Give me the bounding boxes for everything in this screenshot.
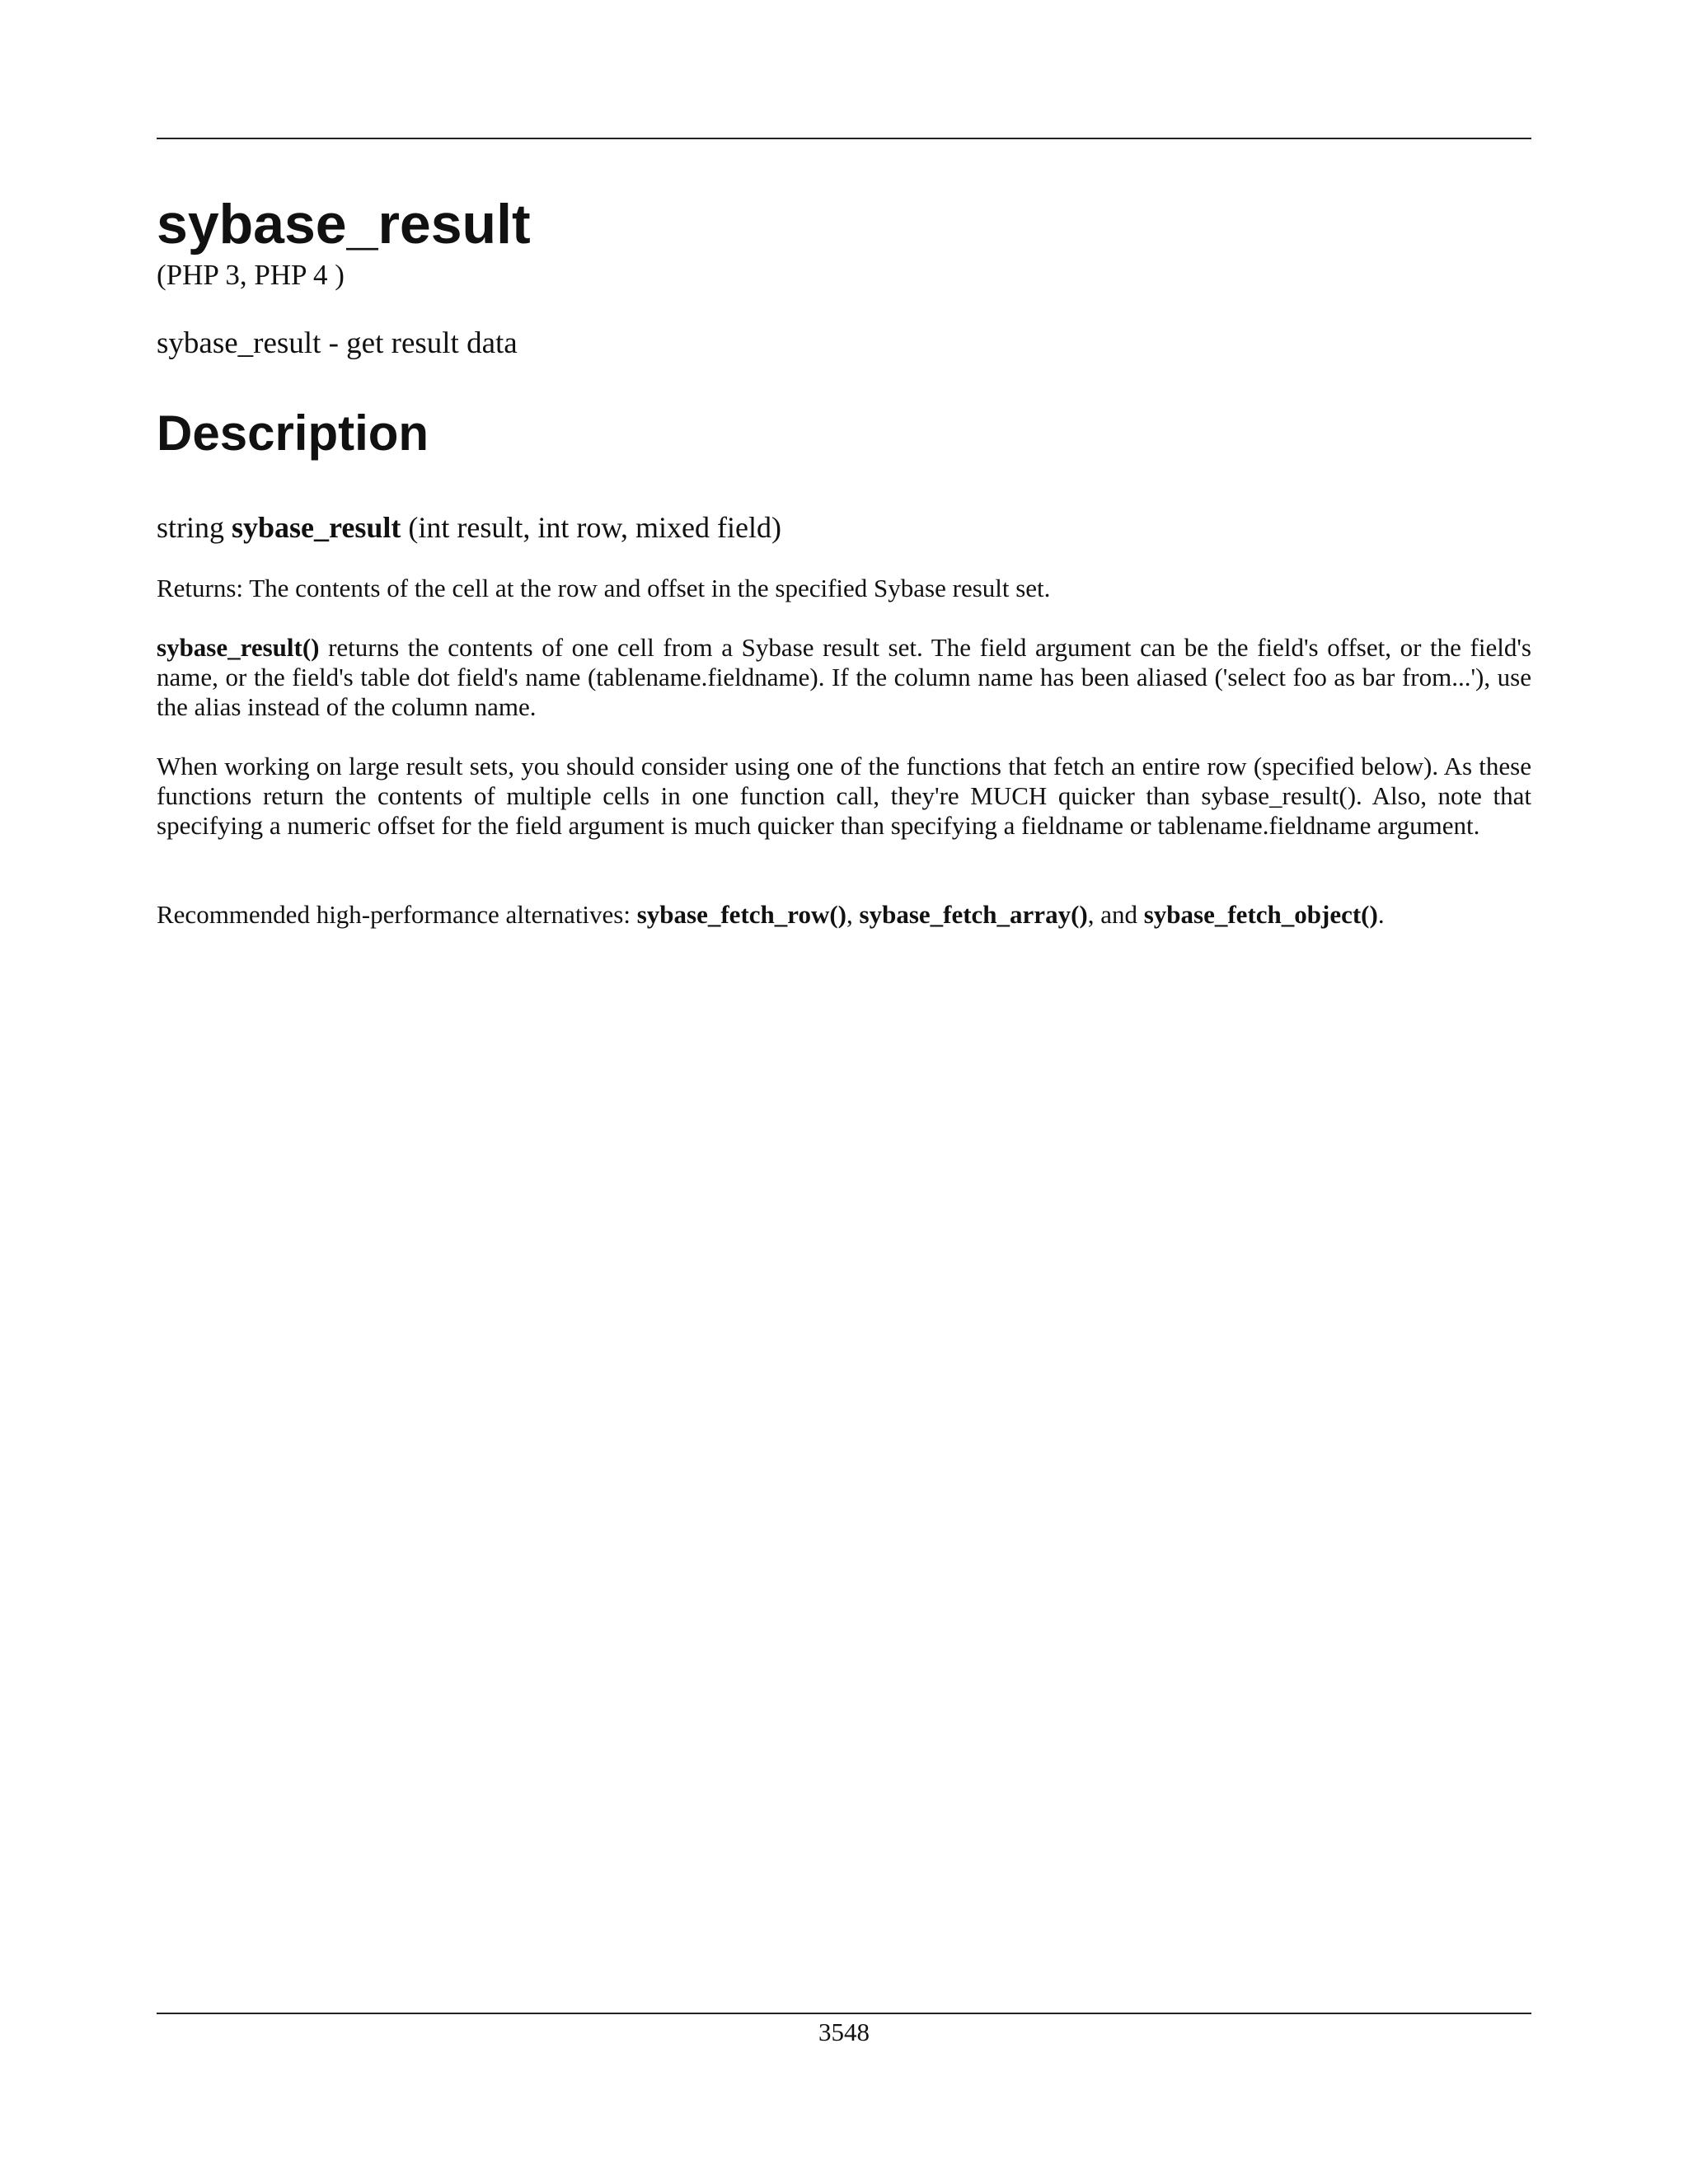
description-function-ref: sybase_result() — [157, 633, 320, 662]
alternatives-suffix: . — [1377, 900, 1385, 929]
alternative-fetch-row: sybase_fetch_row() — [636, 900, 847, 929]
alternative-fetch-array: sybase_fetch_array() — [859, 900, 1088, 929]
manual-page — [157, 0, 1531, 2184]
bottom-rule — [157, 2013, 1531, 2014]
description-paragraph — [157, 633, 1531, 722]
synopsis-function-name: sybase_result — [232, 511, 401, 544]
synopsis-params: (int result, int row, mixed field) — [408, 511, 781, 544]
top-rule — [157, 138, 1531, 139]
alternative-fetch-object: sybase_fetch_object() — [1143, 900, 1378, 929]
returns-paragraph: Returns: The contents of the cell at the row and offset in the specified Sybase result set. — [157, 574, 1051, 602]
php-versions: (PHP 3, PHP 4 ) — [157, 259, 345, 291]
function-synopsis — [157, 509, 781, 546]
alternatives-separator-2: , and — [1087, 900, 1144, 929]
alternatives-prefix: Recommended high-performance alternatives: — [157, 900, 637, 929]
function-title: sybase_result — [157, 193, 531, 255]
synopsis-return-type: string — [157, 511, 225, 544]
function-purpose: sybase_result - get result data — [157, 326, 518, 360]
performance-paragraph: When working on large result sets, you should consider using one of the functions that fetch an entire row (specified below). As these functions return the contents of multiple cells in one function call, they're MUCH quicker than sybase_result(). Also, note that specifying a numeric offset for the field argument is much quicker than specifying a fieldname or tablename.fieldname argument. — [157, 752, 1531, 840]
description-heading: Description — [157, 405, 429, 461]
alternatives-paragraph — [157, 900, 1531, 930]
alternatives-separator-1: , — [846, 900, 860, 929]
description-text: returns the contents of one cell from a Sybase result set. The field argument can be the field's offset, or the field's name, or the field's table dot field's name (tablename.fieldname). If the column name has been aliased ('select foo as bar from...'), use the alias instead of the column name. — [157, 633, 1531, 721]
page-number: 3548 — [818, 2018, 870, 2046]
